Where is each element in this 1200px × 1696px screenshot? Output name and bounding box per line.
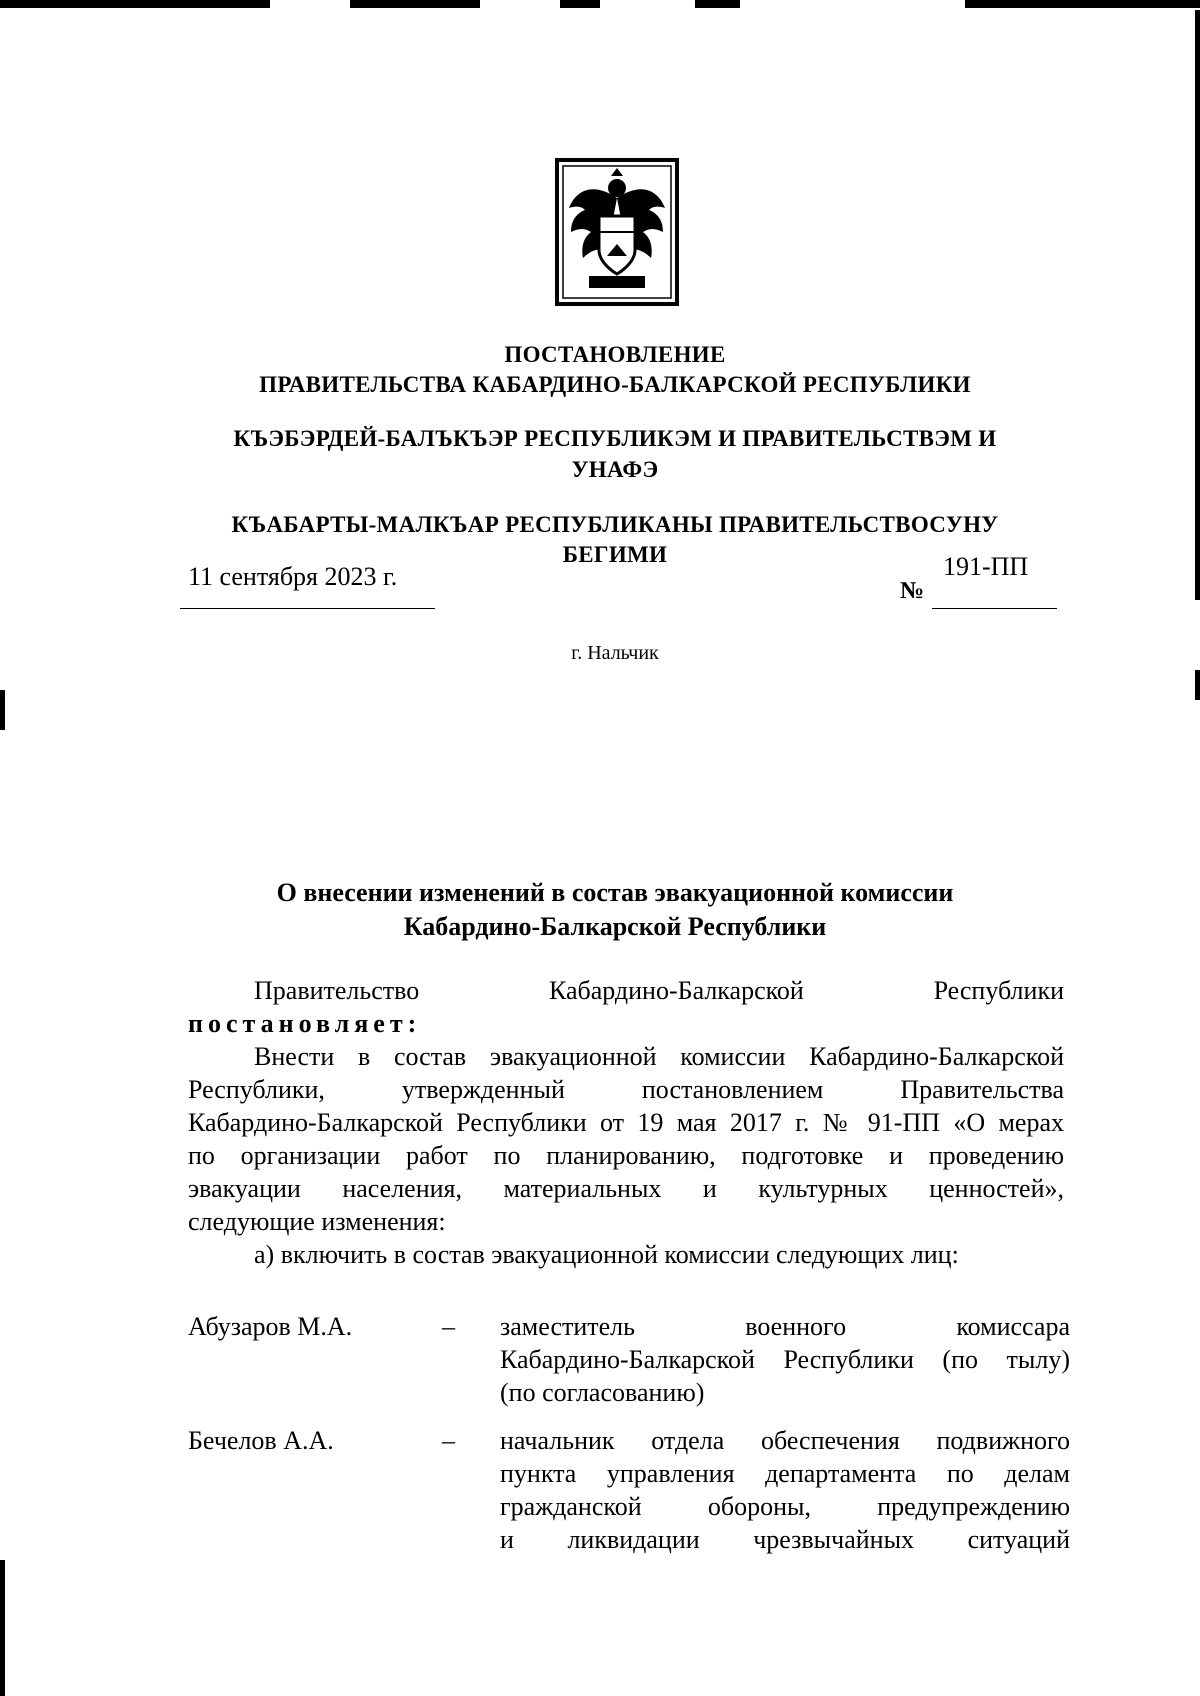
paragraph-line: эвакуации населения, материальных и культурных ценностей», [188,1174,1064,1203]
paragraph-line: Кабардино-Балкарской Республики от 19 мая 2017 г. № 91-ПП «О мерах [188,1108,1064,1137]
title-line2: Кабардино-Балкарской Республики [403,912,827,941]
item-a: а) включить в состав эвакуационной комиссии следующих лиц: [254,1240,959,1269]
role-line: (по согласованию) [500,1378,705,1407]
scan-artifact-right [1195,670,1200,700]
scan-artifact-left [0,1560,5,1696]
role-line: Кабардино-Балкарской Республики (по тылу) [500,1345,1070,1374]
member-name: Бечелов А.А. [188,1426,334,1455]
number-underline [932,608,1057,609]
issuer-heading-ru: ПРАВИТЕЛЬСТВА КАБАРДИНО-БАЛКАРСКОЙ РЕСПУБЛИКИ [259,372,971,397]
issuer-heading-kbd-line2: УНАФЭ [571,457,659,482]
coat-of-arms-emblem [555,158,679,306]
member-dash: – [442,1426,455,1455]
city: г. Нальчик [571,642,659,664]
paragraph-line: по организации работ по планированию, подготовке и проведению [188,1141,1064,1170]
scan-artifact-top [695,0,740,8]
resolution-verb: постановляет: [188,1009,422,1038]
intro-word: Республики [933,976,1064,1005]
member-name: Абузаров М.А. [188,1312,353,1341]
role-line: и ликвидации чрезвычайных ситуаций [500,1525,1070,1554]
issuer-heading-kbd-line1: КЪЭБЭРДЕЙ-БАЛЪКЪЭР РЕСПУБЛИКЭМ И ПРАВИТЕЛЬСТВЭМ И [233,426,997,451]
role-line: гражданской обороны, предупреждению [500,1492,1070,1521]
issuer-heading-krc-line2: БЕГИМИ [562,542,668,567]
issuer-heading-krc-line1: КЪАБАРТЫ-МАЛКЪАР РЕСПУБЛИКАНЫ ПРАВИТЕЛЬСТВОСУНУ [231,512,999,537]
member-role [500,1424,1070,1556]
paragraph-line: Внести в состав эвакуационной комиссии Кабардино-Балкарской [254,1042,1064,1071]
member-role [500,1310,1070,1409]
intro-word: Правительство [254,976,420,1005]
member-dash: – [442,1312,455,1341]
role-line: заместитель военного комиссара [500,1312,1070,1341]
document-type-heading: ПОСТАНОВЛЕНИЕ [504,342,726,367]
scan-artifact-top [560,0,600,8]
paragraph-line: Республики, утвержденный постановлением Правительства [188,1075,1064,1104]
scan-artifact-top [0,0,270,8]
role-line: начальник отдела обеспечения подвижного [500,1426,1070,1455]
title-line1: О внесении изменений в состав эвакуационной комиссии [276,878,954,907]
date-underline [180,608,435,609]
document-date: 11 сентября 2023 г. [188,562,398,591]
scan-artifact-top [965,0,1200,8]
paragraph-intro [254,974,1064,1007]
role-line: пункта управления департамента по делам [500,1459,1070,1488]
intro-word: Кабардино-Балкарской [548,976,804,1005]
scan-artifact-left [0,690,5,730]
paragraph-line: следующие изменения: [188,1207,446,1236]
number-sign: № [900,578,925,604]
document-number: 191-ПП [943,552,1029,581]
scan-artifact-top [350,0,480,8]
